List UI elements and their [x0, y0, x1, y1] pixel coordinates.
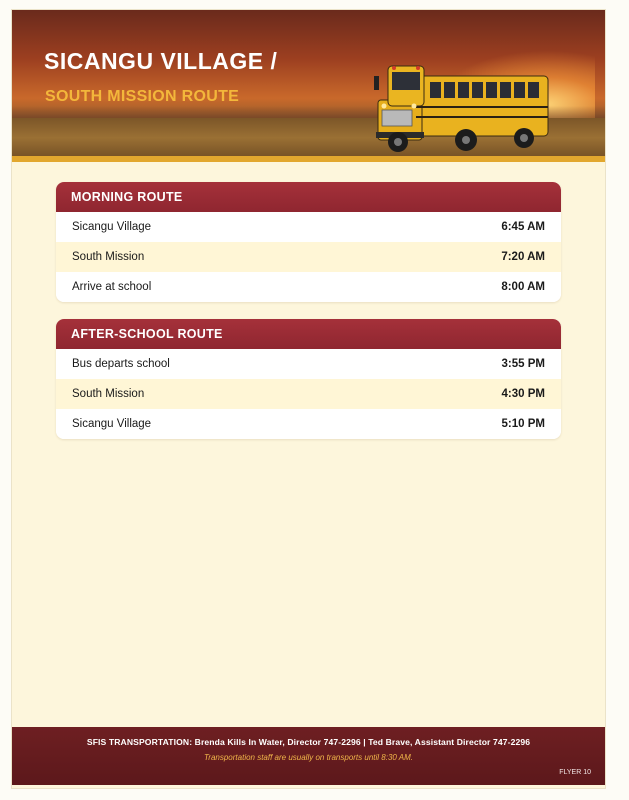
page-subtitle: SOUTH MISSION ROUTE [45, 88, 240, 105]
school-bus-illustration [374, 48, 554, 160]
stop-time: 6:45 AM [501, 221, 545, 233]
footer-bar [12, 727, 605, 785]
stop-row [56, 272, 561, 302]
stop-place: Sicangu Village [72, 418, 152, 430]
stop-list [56, 349, 561, 439]
after-school-route-card [56, 319, 561, 439]
route-heading: MORNING ROUTE [56, 182, 561, 212]
stop-place: South Mission [72, 388, 145, 400]
footer-note: Transportation staff are usually on transports until 8:30 AM. [204, 753, 413, 762]
gold-divider [12, 156, 605, 162]
flyer-page [12, 10, 605, 788]
stop-time: 4:30 PM [501, 388, 545, 400]
stop-list [56, 212, 561, 302]
stop-time: 8:00 AM [501, 281, 545, 293]
stop-time: 3:55 PM [501, 358, 545, 370]
stop-time: 5:10 PM [501, 418, 545, 430]
stop-place: Sicangu Village [72, 221, 152, 233]
stop-place: South Mission [72, 251, 145, 263]
stop-row [56, 349, 561, 379]
stop-row [56, 242, 561, 272]
stop-time: 7:20 AM [501, 251, 545, 263]
stop-row [56, 409, 561, 439]
stop-row [56, 379, 561, 409]
page-title: SICANGU VILLAGE / [44, 48, 278, 74]
stop-place: Bus departs school [72, 358, 170, 370]
stop-row [56, 212, 561, 242]
header-banner [12, 10, 605, 162]
morning-route-card [56, 182, 561, 302]
route-heading: AFTER-SCHOOL ROUTE [56, 319, 561, 349]
footer-contacts: SFIS TRANSPORTATION: Brenda Kills In Water, Director 747-2296 | Ted Brave, Assistant Director 747-2296 [86, 737, 531, 747]
stop-place: Arrive at school [72, 281, 152, 293]
flyer-number: FLYER 10 [559, 769, 591, 776]
